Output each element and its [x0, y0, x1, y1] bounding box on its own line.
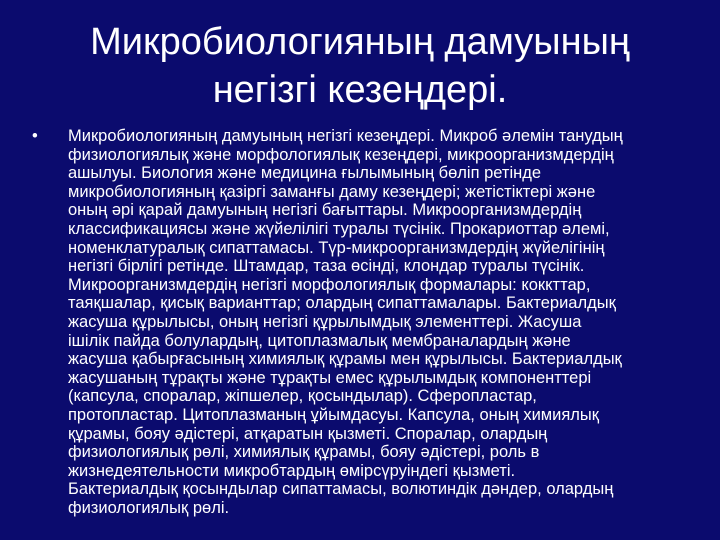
- body-line: жасушаның тұрақты және тұрақты емес құрылымдық компоненттері: [68, 368, 592, 387]
- body-line: жасуша қабырғасының химиялық құрамы мен құрылысы. Бактериалдық: [68, 350, 622, 369]
- body-line: физиологиялық және морфологиялық кезеңдері, микроорганизмдердің: [68, 145, 614, 164]
- slide-title-line-1: Микробиологияның дамуының: [90, 21, 630, 63]
- body-line: Бактериалдық қосындылар сипаттамасы, волютиндік дәндер, олардың: [68, 480, 614, 499]
- bullet-marker: •: [32, 127, 38, 145]
- body-line: протопластар. Цитоплазманың ұйымдасуы. Капсула, оның химиялық: [68, 405, 599, 424]
- body-line: (капсула, споралар, жіпшелер, қосындылар). Сферопластар,: [68, 387, 537, 406]
- bullet-text: [68, 127, 692, 517]
- slide-title: [40, 18, 680, 114]
- body-line: Микроорганизмдердің негізгі морфологиялық формалары: коккттар,: [68, 275, 591, 294]
- body-line: физиологиялық рөлі.: [68, 498, 230, 517]
- body-line: классификациясы және жүйелілігі туралы түсінік. Прокариоттар әлемі,: [68, 219, 610, 238]
- body-line: таяқшалар, қисық варианттар; олардың сипаттамалары. Бактериалдық: [68, 294, 616, 313]
- slide-title-line-2: негізгі кезеңдері.: [212, 69, 508, 111]
- body-line: микробиологияның қазіргі заманғы даму кезеңдері; жетістіктері және: [68, 182, 596, 201]
- body-line: оның әрі қарай дамуының негізгі бағыттары. Микроорганизмдердің: [68, 201, 582, 220]
- slide-body: [32, 127, 692, 517]
- body-line: жизнедеятельности микробтардың өмірсүруіндегі қызметі.: [68, 461, 516, 480]
- body-line: физиологиялық рөлі, химиялық құрамы, бояу әдістері, роль в: [68, 443, 540, 462]
- body-line: номенклатуралық сипаттамасы. Түр-микроорганизмдердің жүйелігінің: [68, 238, 605, 257]
- body-line: жасуша құрылысы, оның негізгі құрылымдық элементтері. Жасуша: [68, 312, 582, 331]
- body-line: ашылуы. Биология және медицина ғылымының бөліп ретінде: [68, 164, 542, 183]
- body-line: құрамы, бояу әдістері, атқаратын қызметі. Споралар, олардың: [68, 424, 548, 443]
- body-line: ішілік пайда болулардың, цитоплазмалық мембраналардың және: [68, 331, 571, 350]
- body-line: негізгі бірлігі ретінде. Штамдар, таза өсінді, клондар туралы түсінік.: [68, 257, 585, 276]
- body-line: Микробиологияның дамуының негізгі кезеңдері. Микроб әлемін танудың: [68, 127, 623, 145]
